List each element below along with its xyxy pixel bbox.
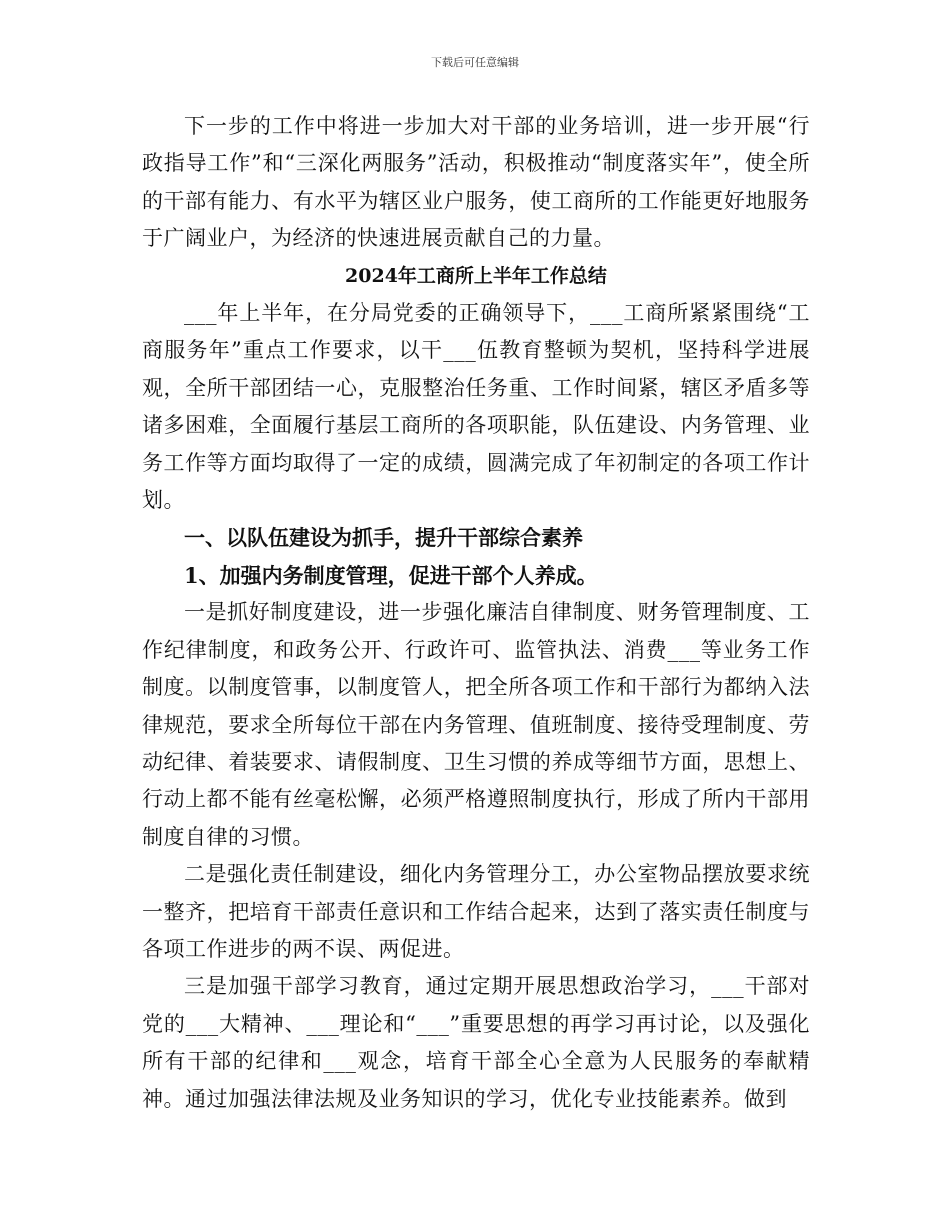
- page-header-note: 下载后可任意编辑: [431, 56, 519, 69]
- paragraph-study-education: 三是加强干部学习教育，通过定期开展思想政治学习，___干部对党的___大精神、___理论和“___”重要思想的再学习再讨论，以及强化所有干部的纪律和___观念，培育干部全心全意为人民服务的奉献精神。通过加强法律法规及业务知识的学习，优化专业技能素养。做到: [142, 974, 810, 1111]
- paragraph-responsibility: 二是强化责任制建设，细化内务管理分工，办公室物品摆放要求统一整齐，把培育干部责任意识和工作结合起来，达到了落实责任制度与各项工作进步的两不误、两促进。: [142, 862, 810, 961]
- paragraph-intro: ___年上半年，在分局党委的正确领导下，___工商所紧紧围绕“工商服务年”重点工作要求，以干___伍教育整顿为契机，坚持科学进展观，全所干部团结一心，克服整治任务重、工作时间紧，辖区矛盾多等诸多困难，全面履行基层工商所的各项职能，队伍建设、内务管理、业务工作等方面均取得了一定的成绩，圆满完成了年初制定的各项工作计划。: [142, 301, 810, 513]
- paragraph-next-steps: 下一步的工作中将进一步加大对干部的业务培训，进一步开展“行政指导工作”和“三深化两服务”活动，积极推动“制度落实年”，使全所的干部有能力、有水平为辖区业户服务，使工商所的工作能更好地服务于广阔业户，为经济的快速进展贡献自己的力量。: [142, 114, 810, 251]
- document-body: [142, 108, 810, 1118]
- paragraph-system-building: 一是抓好制度建设，进一步强化廉洁自律制度、财务管理制度、工作纪律制度，和政务公开、行政许可、监管执法、消费___等业务工作制度。以制度管事，以制度管人，把全所各项工作和干部行为都纳入法律规范，要求全所每位干部在内务管理、值班制度、接待受理制度、劳动纪律、着装要求、请假制度、卫生习惯的养成等细节方面，思想上、行动上都不能有丝毫松懈，必须严格遵照制度执行，形成了所内干部用制度自律的习惯。: [142, 600, 810, 849]
- document-title: 2024年工商所上半年工作总结: [345, 264, 607, 287]
- subsection-heading-1: 1、加强内务制度管理，促进干部个人养成。: [184, 562, 598, 588]
- section-heading-1: 一、以队伍建设为抓手，提升干部综合素养: [184, 525, 583, 551]
